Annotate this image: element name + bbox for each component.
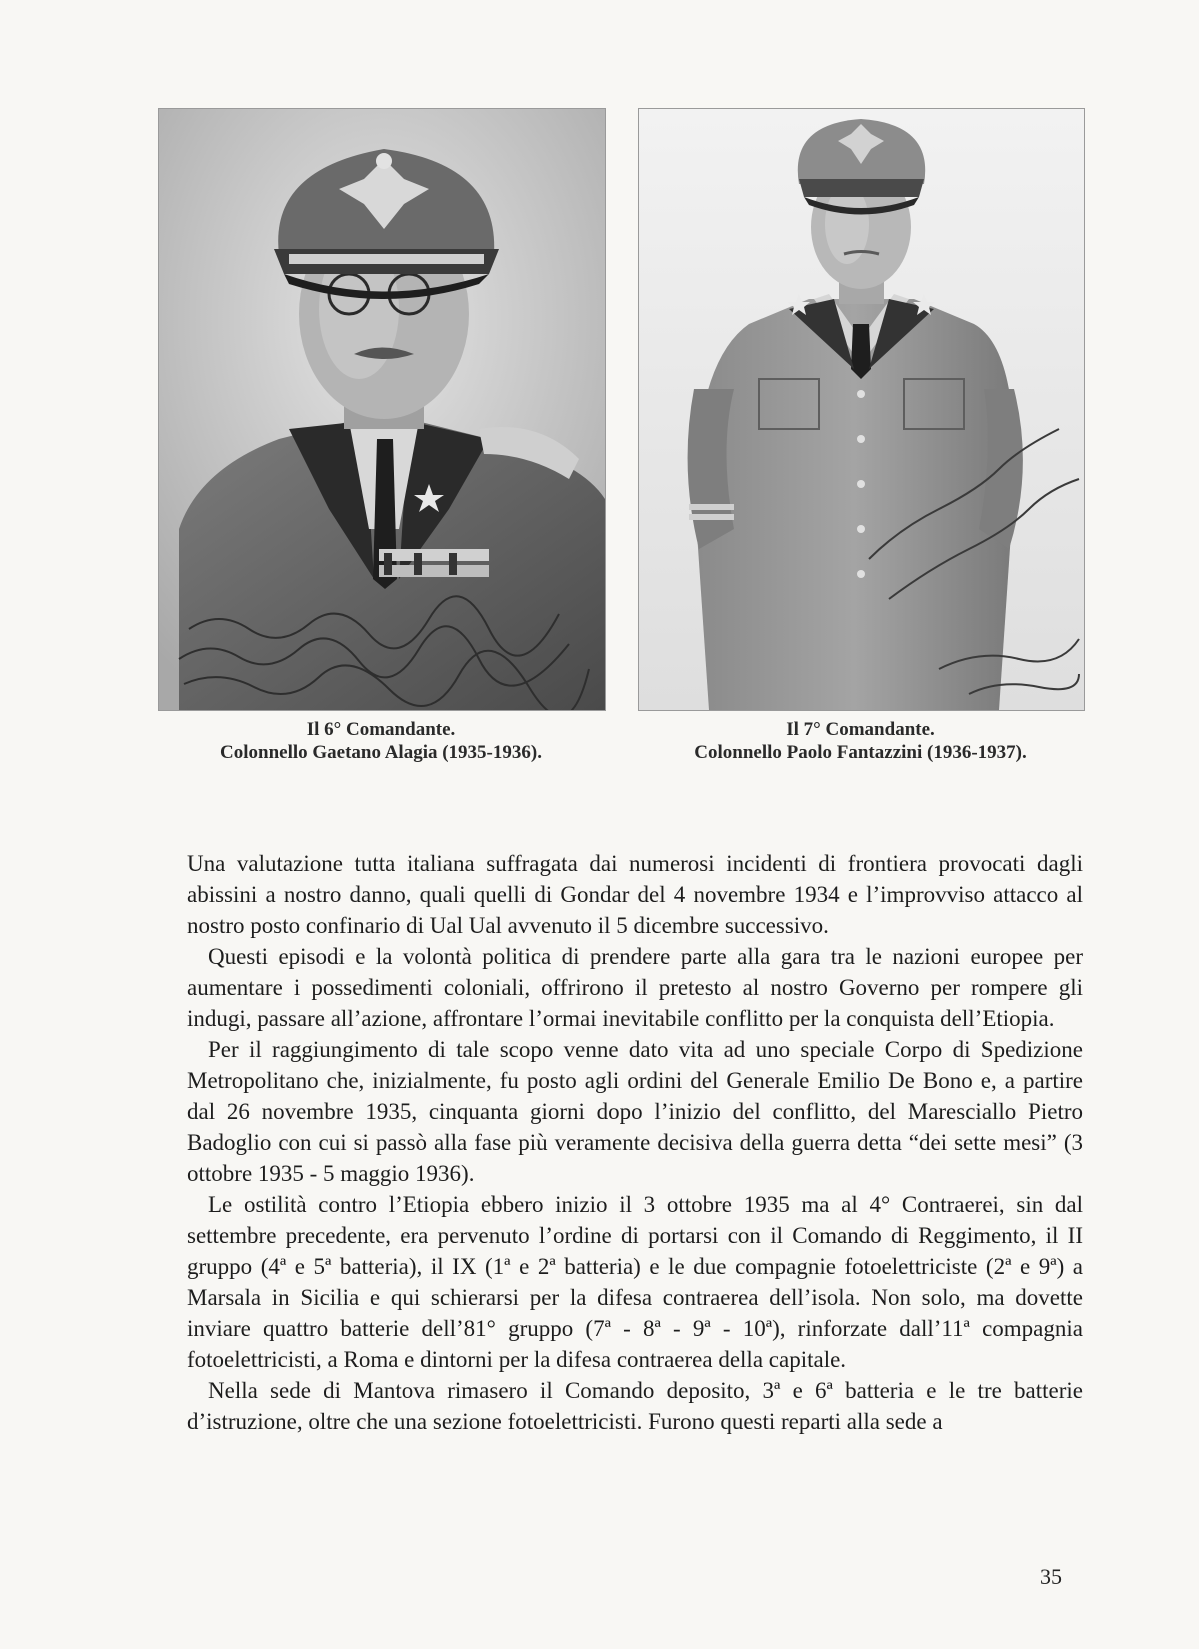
portrait-image xyxy=(639,109,1084,710)
paragraph: Nella sede di Mantova rimasero il Comando deposito, 3ª e 6ª batteria e le tre batterie d’istruzione, oltre che una sezione fotoelettricisti. Furono questi reparti alla sede a xyxy=(187,1378,1083,1434)
page-number: 35 xyxy=(1040,1564,1062,1589)
body-text xyxy=(187,848,1083,1437)
portrait-image xyxy=(159,109,605,710)
paragraph: Questi episodi e la volontà politica di prendere parte alla gara tra le nazioni europee per aumentare i possedimenti coloniali, offrirono il pretesto al nostro Governo per rompere gli indugi, passare all’azione, affrontare l’ormai inevitabile conflitto per la conquista dell’Etiopia. xyxy=(187,944,1083,1031)
paragraph: Una valutazione tutta italiana suffragata dai numerosi incidenti di frontiera provocati dagli abissini a nostro danno, quali quelli di Gondar del 4 novembre 1934 e l’improvviso attacco al nostro posto confinario di Ual Ual avvenuto il 5 dicembre successivo. xyxy=(187,851,1083,938)
caption-title: Il 7° Comandante. xyxy=(786,719,935,740)
caption-subtitle: Colonnello Gaetano Alagia (1935-1936). xyxy=(220,742,542,763)
photo-caption-left xyxy=(158,718,604,764)
portrait-photo-fantazzini xyxy=(638,108,1085,711)
portrait-photo-alagia xyxy=(158,108,606,711)
photo-caption-right xyxy=(638,718,1083,764)
paragraph: Le ostilità contro l’Etiopia ebbero inizio il 3 ottobre 1935 ma al 4° Contraerei, sin dal settembre precedente, era pervenuto l’ordine di portarsi con il Comando di Reggimento, il II gruppo (4ª e 5ª batteria), il IX (1ª e 2ª batteria) e le due compagnie fotoelettriciste (2ª e 9ª) a Marsala in Sicilia e qui schierarsi per la difesa contraerea dell’isola. Non solo, ma dovette inviare quattro batterie dell’81° gruppo (7ª - 8ª - 9ª - 10ª), rinforzate dall’11ª compagnia fotoelettricisti, a Roma e dintorni per la difesa contraerea della capitale. xyxy=(187,1192,1083,1372)
caption-subtitle: Colonnello Paolo Fantazzini (1936-1937). xyxy=(694,742,1027,763)
caption-title: Il 6° Comandante. xyxy=(306,719,456,740)
paragraph: Per il raggiungimento di tale scopo venne dato vita ad uno speciale Corpo di Spedizione Metropolitano che, inizialmente, fu posto agli ordini del Generale Emilio De Bono e, a partire dal 26 novembre 1935, cinquanta giorni dopo l’inizio del conflitto, del Maresciallo Pietro Badoglio con cui si passò alla fase più veramente decisiva della guerra detta “dei sette mesi” (3 ottobre 1935 - 5 maggio 1936). xyxy=(187,1037,1083,1186)
